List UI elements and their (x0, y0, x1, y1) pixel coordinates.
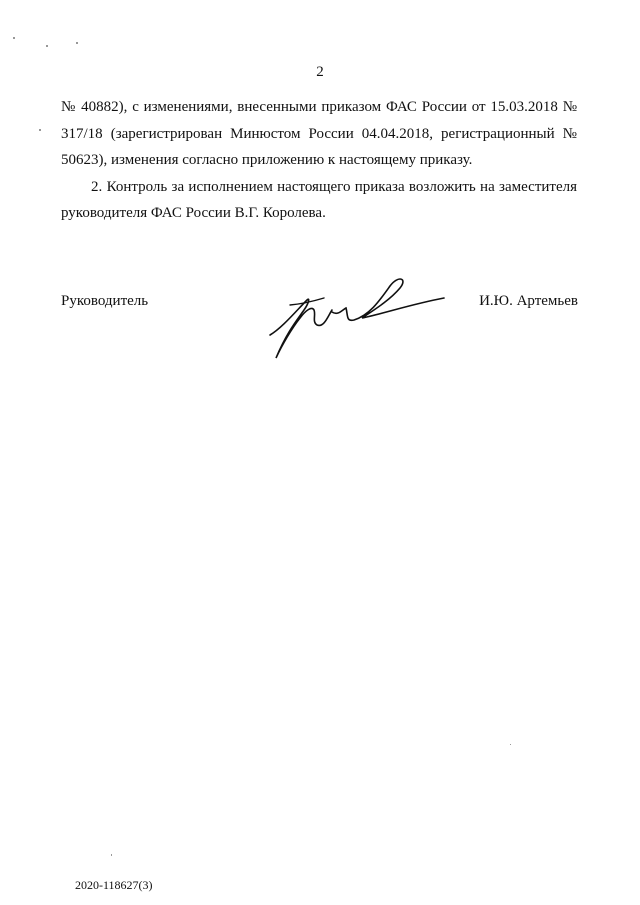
document-code: 2020-118627(3) (75, 878, 153, 892)
signature-role: Руководитель (61, 293, 149, 309)
scan-speck (76, 42, 78, 44)
handwritten-signature (262, 270, 452, 365)
scan-speck (46, 45, 48, 47)
signatory-name: И.Ю. Артемьев (479, 293, 578, 309)
scan-speck (510, 744, 511, 745)
scan-speck (111, 854, 112, 856)
paragraph-continuation: № 40882), с изменениями, внесенными приказом ФАС России от 15.03.2018 № 317/18 (зарегистрирован Минюстом России 04.04.2018, регистрационный № 50623), изменения согласно приложению к настоящему приказу. (61, 99, 577, 168)
scan-speck (39, 129, 41, 131)
document-body (61, 94, 577, 227)
scan-speck (13, 37, 15, 39)
page-number: 2 (316, 64, 324, 80)
paragraph-item-2: 2. Контроль за исполнением настоящего приказа возложить на заместителя руководителя ФАС России В.Г. Королева. (61, 178, 577, 221)
